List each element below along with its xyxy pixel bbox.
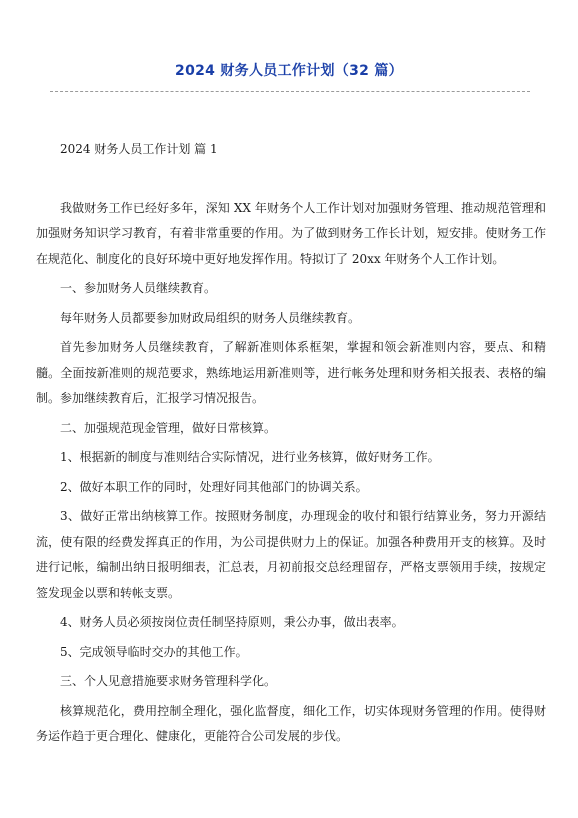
paragraph: 每年财务人员都要参加财政局组织的财务人员继续教育。 [60, 310, 361, 325]
document-title: 2024 财务人员工作计划（32 篇） [175, 63, 403, 79]
paragraph: 3、做好正常出纳核算工作。按照财务制度，办理现金的收付和银行结算业务，努力开源结流，使有限的经费发挥真正的作用，为公司提供财力上的保证。加强各种费用开支的核算。及时进行记帐，编制出纳日报明细表，汇总表，月初前报交总经理留存，严格支票领用手续，按规定签发现金以票和转帐支票。 [36, 509, 546, 600]
paragraph: 核算规范化，费用控制全理化，强化监督度，细化工作，切实体现财务管理的作用。使得财务运作趋于更合理化、健康化，更能符合公司发展的步伐。 [36, 703, 546, 743]
paragraph: 1、根据新的制度与准则结合实际情况，进行业务核算，做好财务工作。 [60, 450, 440, 464]
paragraph: 首先参加财务人员继续教育，了解新准则体系框架，掌握和领会新准则内容，要点、和精髓。全面按新准则的规范要求，熟练地运用新准则等，进行帐务处理和财务相关报表、表格的编制。参加继续教育后，汇报学习情况报告。 [36, 340, 546, 405]
paragraph: 二、加强规范现金管理，做好日常核算。 [60, 420, 277, 435]
paragraph: 5、完成领导临时交办的其他工作。 [60, 644, 248, 659]
title-divider [50, 91, 530, 92]
paragraph: 我做财务工作已经好多年，深知 XX 年财务个人工作计划对加强财务管理、推动规范管理和加强财务知识学习教育，有着非常重要的作用。为了做到财务工作长计划，短安排。使财务工作在规范化、制度化的良好环境中更好地发挥作用。特拟订了 20xx 年财务个人工作计划。 [36, 200, 546, 266]
document-body [36, 137, 546, 754]
paragraph: 三、个人见意措施要求财务管理科学化。 [60, 674, 277, 688]
paragraph: 一、参加财务人员继续教育。 [60, 281, 217, 295]
paragraph: 4、财务人员必须按岗位责任制坚持原则，秉公办事，做出表率。 [60, 615, 404, 629]
paragraph: 2、做好本职工作的同时，处理好同其他部门的协调关系。 [60, 479, 368, 494]
section-heading: 2024 财务人员工作计划 篇 1 [60, 142, 218, 156]
